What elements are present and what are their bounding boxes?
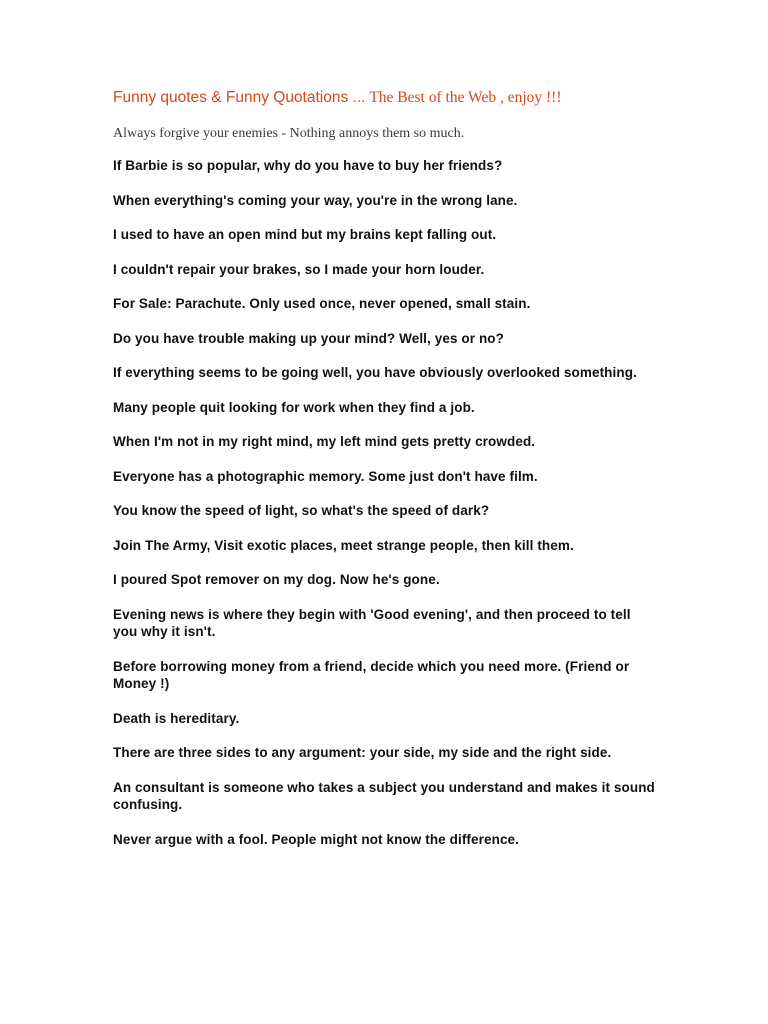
quote-item: Many people quit looking for work when they find a job. (113, 399, 475, 415)
document-page (113, 88, 658, 865)
quote-item: Death is hereditary. (113, 710, 240, 726)
quote-item: You know the speed of light, so what's the speed of dark? (113, 503, 490, 518)
quote-item: I poured Spot remover on my dog. Now he's gone. (113, 572, 440, 587)
quote-item: Never argue with a fool. People might not know the difference. (113, 831, 520, 847)
quote-item: There are three sides to any argument: your side, my side and the right side. (113, 745, 612, 760)
quote-item: Join The Army, Visit exotic places, meet strange people, then kill them. (113, 537, 574, 553)
quote-item: I used to have an open mind but my brains kept falling out. (113, 227, 497, 242)
quote-item: An consultant is someone who takes a subject you understand and makes it sound confusing. (113, 779, 655, 812)
quote-item: I couldn't repair your brakes, so I made your horn louder. (113, 261, 485, 277)
quote-item: Before borrowing money from a friend, decide which you need more. (Friend or Money !) (113, 658, 630, 691)
quote-list (113, 157, 658, 848)
quote-item: Do you have trouble making up your mind? Well, yes or no? (113, 330, 504, 346)
title-part-sans: Funny quotes & Funny Quotations ... (113, 89, 366, 106)
quote-item: Evening news is where they begin with 'Good evening', and then proceed to tell you why it isn't. (113, 606, 631, 639)
quote-item: If Barbie is so popular, why do you have to buy her friends? (113, 158, 503, 173)
quote-item: When everything's coming your way, you're in the wrong lane. (113, 192, 518, 208)
quote-item: For Sale: Parachute. Only used once, never opened, small stain. (113, 296, 531, 311)
page-title (113, 88, 658, 108)
quote-item: If everything seems to be going well, you have obviously overlooked something. (113, 365, 637, 380)
intro-quote: Always forgive your enemies - Nothing annoys them so much. (113, 126, 465, 141)
quote-item: Everyone has a photographic memory. Some just don't have film. (113, 468, 538, 484)
quote-item: When I'm not in my right mind, my left mind gets pretty crowded. (113, 434, 536, 449)
title-part-serif: The Best of the Web , enjoy !!! (369, 89, 562, 106)
